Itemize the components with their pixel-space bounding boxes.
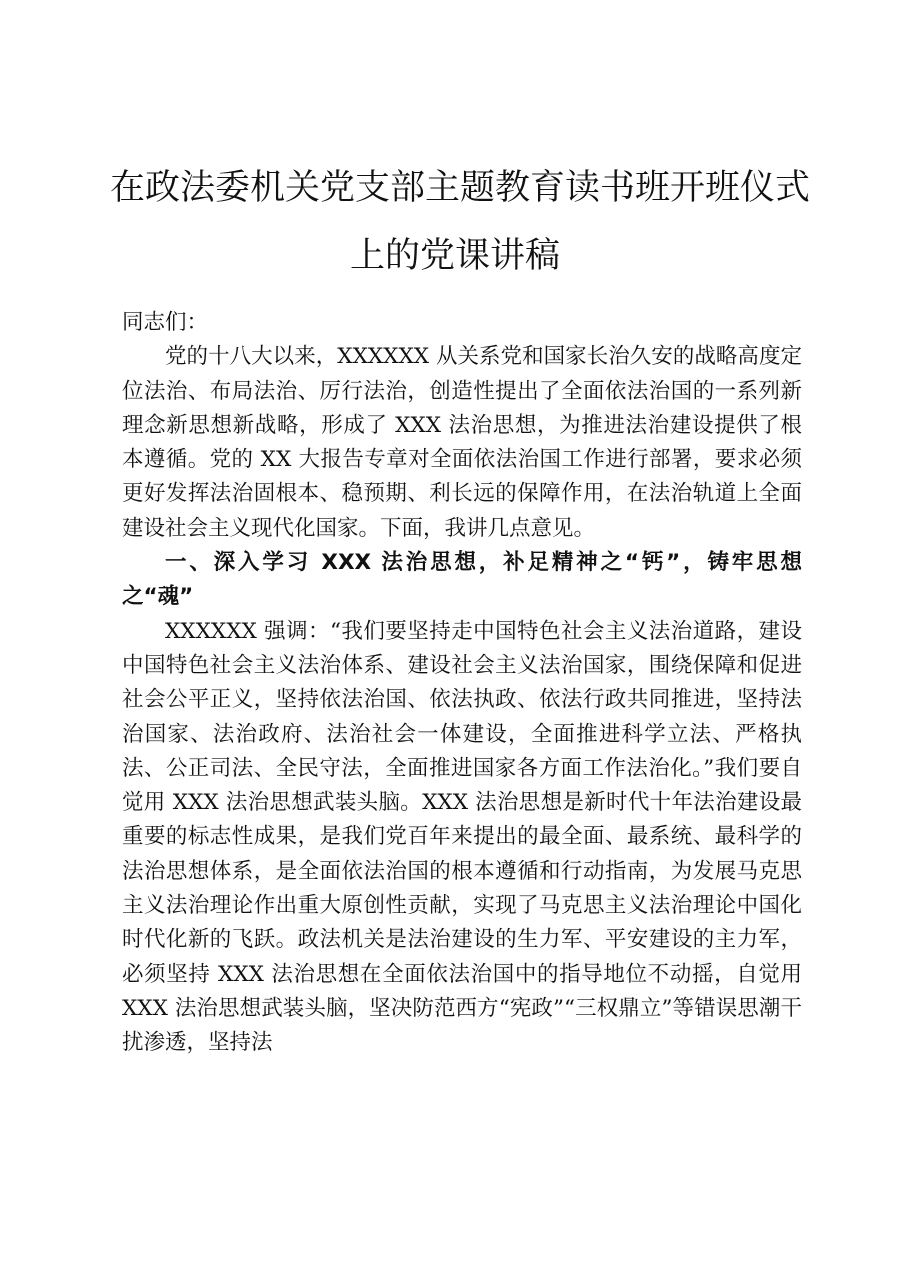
paragraph-section-1: XXXXXX 强调：“我们要坚持走中国特色社会主义法治道路，建设中国特色社会主义法治体系、建设社会主义法治国家，围绕保障和促进社会公平正义，坚持依法治国、依法执政、依法行政共同推进，坚持法治国家、法治政府、法治社会一体建设，全面推进科学立法、严格执法、公正司法、全民守法，全面推进国家各方面工作法治化。”我们要自觉用 XXX 法治思想武装头脑。XXX 法治思想是新时代十年法治建设最重要的标志性成果，是我们党百年来提出的最全面、最系统、最科学的法治思想体系，是全面依法治国的根本遵循和行动指南，为发展马克思主义法治理论作出重大原创性贡献，实现了马克思主义法治理论中国化时代化新的飞跃。政法机关是法治建设的生力军、平安建设的主力军，必须坚持 XXX 法治思想在全面依法治国中的指导地位不动摇，自觉用 XXX 法治思想武装头脑，坚决防范西方“宪政”“三权鼎立”等错误思潮干扰渗透，坚持法 xyxy=(122,618,802,1056)
document-body xyxy=(122,306,802,1061)
document-title-line-1: 在政法委机关党支部主题教育读书班开班仪式 xyxy=(110,168,811,208)
document-title-line-2: 上的党课讲稿 xyxy=(349,236,560,276)
salutation: 同志们： xyxy=(122,310,209,335)
section-heading-1: 一、深入学习 XXX 法治思想，补足精神之“钙”，铸牢思想之“魂” xyxy=(122,550,802,610)
paragraph-intro: 党的十八大以来，XXXXXX 从关系党和国家长治久安的战略高度定位法治、布局法治、厉行法治，创造性提出了全面依法治国的一系列新理念新思想新战略，形成了 XXX 法治思想，为推进法治建设提供了根本遵循。党的 XX 大报告专章对全面依法治国工作进行部署，要求必须更好发挥法治固根本、稳预期、利长远的保障作用，在法治轨道上全面建设社会主义现代化国家。下面，我讲几点意见。 xyxy=(122,344,802,541)
